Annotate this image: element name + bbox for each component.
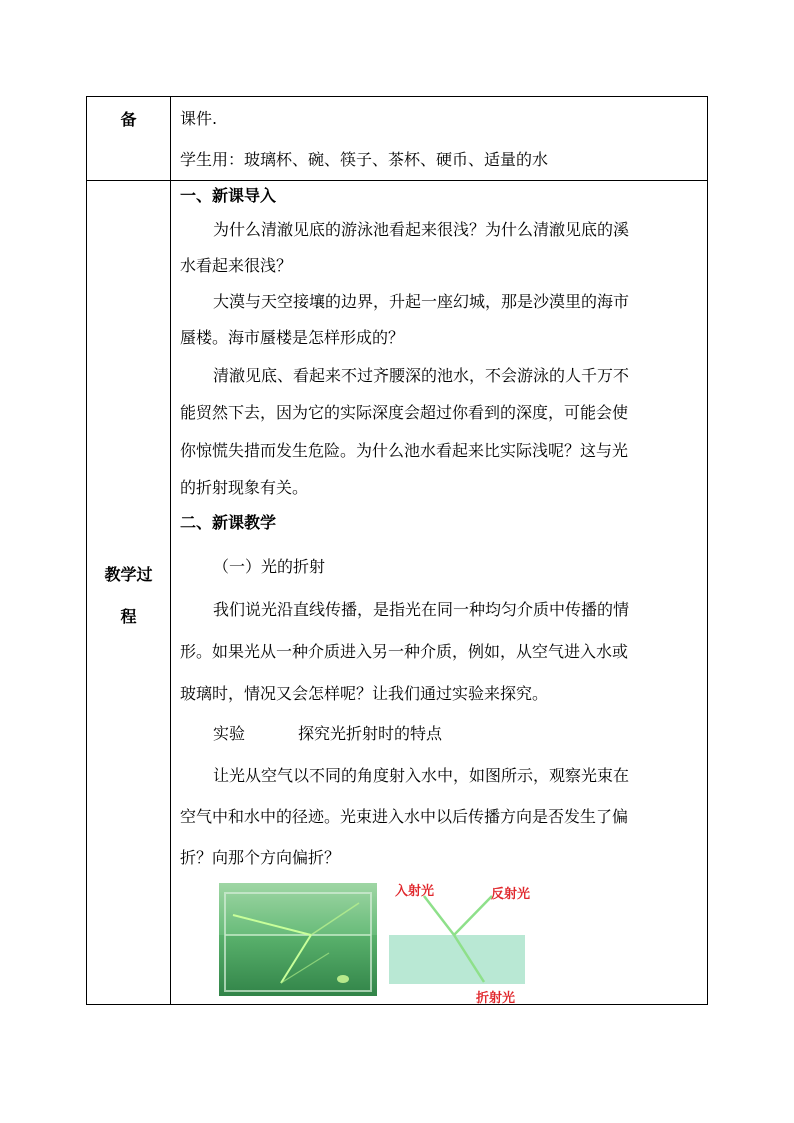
para3-line-4: 的折射现象有关。 bbox=[180, 478, 309, 497]
para2-line-2: 蜃楼。海市蜃楼是怎样形成的？ bbox=[180, 328, 405, 347]
heading-new-lesson-intro: 一、新课导入 bbox=[180, 186, 277, 205]
incident-ray bbox=[424, 896, 454, 935]
para4-line-2: 形。如果光从一种介质进入另一种介质，例如，从空气进入水或 bbox=[180, 642, 629, 661]
row-divider bbox=[87, 180, 707, 181]
para3-line-3: 你惊慌失措而发生危险。为什么池水看起来比实际浅呢？这与光 bbox=[180, 441, 629, 460]
row1-line-1: 课件. bbox=[180, 109, 218, 128]
para2-line-1: 大漠与天空接壤的边界，升起一座幻城，那是沙漠里的海市 bbox=[213, 292, 630, 311]
water-region bbox=[389, 935, 525, 984]
row1-line-2: 学生用：玻璃杯、碗、筷子、茶杯、硬币、适量的水 bbox=[180, 150, 549, 169]
refraction-diagram bbox=[388, 878, 538, 1006]
reflected-ray bbox=[454, 896, 492, 935]
water-tank-photo bbox=[219, 883, 377, 996]
experiment-title: 探究光折射时的特点 bbox=[298, 724, 443, 743]
row2-label-line-2: 程 bbox=[120, 607, 137, 626]
para3-line-1: 清澈见底、看起来不过齐腰深的池水，不会游泳的人千万不 bbox=[213, 366, 630, 385]
para5-line-3: 折？向那个方向偏折？ bbox=[180, 848, 341, 867]
para4-line-1: 我们说光沿直线传播，是指光在同一种均匀介质中传播的情 bbox=[213, 600, 630, 619]
para1-line-2: 水看起来很浅？ bbox=[180, 256, 293, 275]
subheading-refraction: （一）光的折射 bbox=[213, 557, 326, 576]
para5-line-1: 让光从空气以不同的角度射入水中，如图所示，观察光束在 bbox=[213, 766, 630, 785]
row2-label-line-1: 教学过 bbox=[104, 565, 153, 584]
experiment-label: 实验 bbox=[213, 724, 246, 743]
incident-label: 入射光 bbox=[395, 884, 435, 899]
refracted-label: 折射光 bbox=[476, 991, 516, 1006]
lesson-table bbox=[86, 96, 708, 1005]
reflected-label: 反射光 bbox=[491, 887, 531, 902]
para1-line-1: 为什么清澈见底的游泳池看起来很浅？为什么清澈见底的溪 bbox=[213, 220, 630, 239]
para5-line-2: 空气中和水中的径迹。光束进入水中以后传播方向是否发生了偏 bbox=[180, 807, 629, 826]
heading-new-lesson-teaching: 二、新课教学 bbox=[180, 513, 277, 532]
column-divider bbox=[170, 97, 171, 1004]
para4-line-3: 玻璃时，情况又会怎样呢？让我们通过实验来探究。 bbox=[180, 684, 549, 703]
para3-line-2: 能贸然下去，因为它的实际深度会超过你看到的深度，可能会使 bbox=[180, 403, 629, 422]
row1-label: 备 bbox=[120, 110, 137, 129]
